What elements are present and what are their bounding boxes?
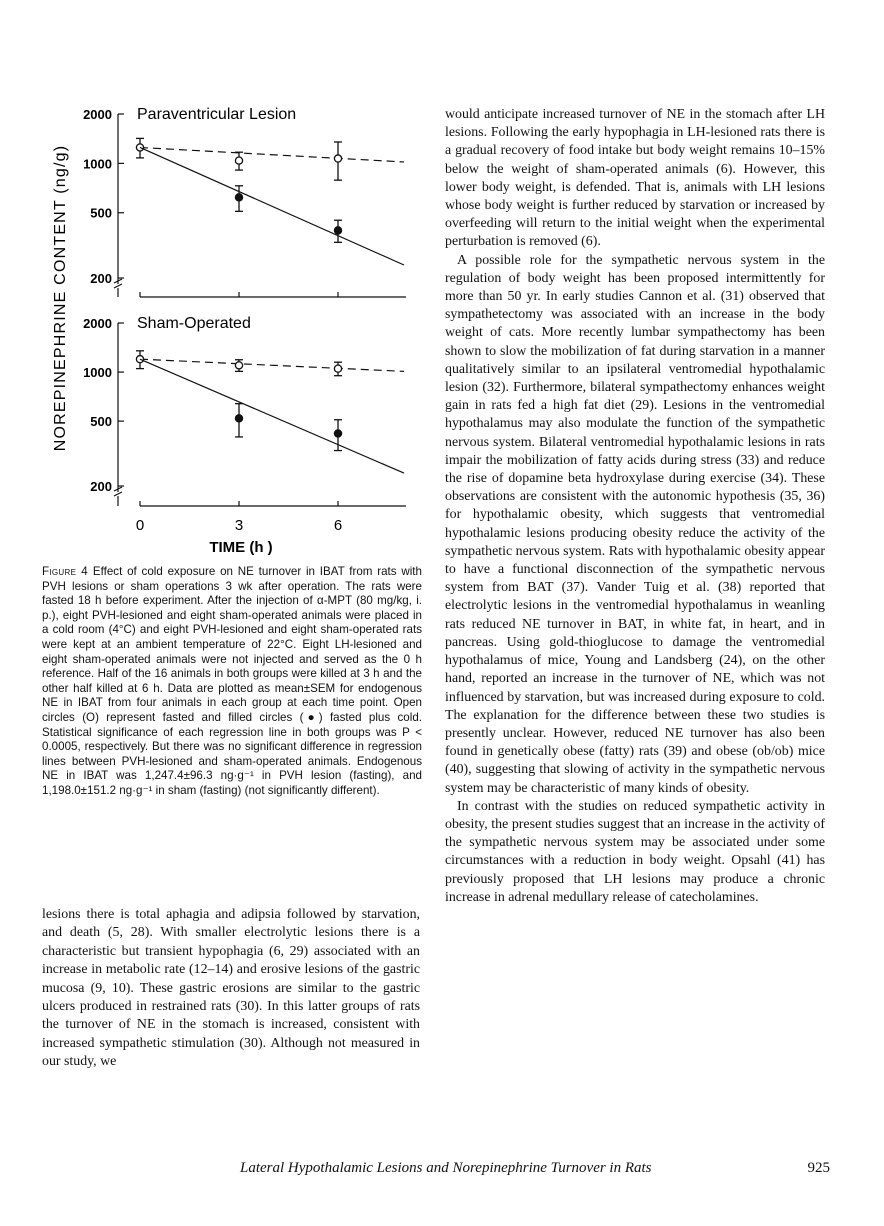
data-point-filled — [334, 227, 341, 234]
page-footer — [240, 1160, 830, 1177]
y-tick-label: 500 — [90, 205, 112, 221]
x-tick-label: 0 — [135, 517, 145, 534]
regression-line-cold — [140, 147, 404, 265]
x-tick-label: 6 — [333, 517, 343, 534]
left-column-body — [42, 906, 420, 1072]
panel-title: Paraventricular Lesion — [137, 106, 297, 123]
y-tick-label: 500 — [90, 414, 112, 430]
paragraph: would anticipate increased turnover of NE in the stomach after LH lesions. Following the early hypophagia in LH-lesioned rats there is a gradual recovery of food intake but body weight remains 10–15% below the weight of sham-operated animals (6). However, this lower body weight, is defended. That is, animals with LH lesions whose body weight is further reduced by starvation or increased by overfeeding will return to the initial weight when the experimental perturbation is removed (6). — [445, 107, 825, 250]
panel-title: Sham-Operated — [137, 315, 251, 332]
x-axis-label: TIME (h ) — [209, 539, 273, 556]
figure-caption-text: Effect of cold exposure on NE turnover in IBAT from rats with PVH lesions or sham operations 3 wk after operation. The rats were fasted 18 h before experiment. After the injection of α-MPT (80 mg/kg, i. p.), eight PVH-lesioned and eight sham-operated animals were placed in a cold room (4°C) and eight PVH-lesioned and eight sham-operated rats were kept at an ambient temperature of 22°C. Eight LH-lesioned and eight sham-operated animals were not injected and served as the 0 h reference. Half of the 16 animals in both groups were killed at 3 h and the other half killed at 6 h. Data are plotted as mean±SEM for endogenous NE in IBAT from four animals in each group at each time point. Open circles (O) represent fasted and filled circles (●) fasted plus cold. Statistical significance of each regression line in both groups was P < 0.0005, respectively. But there was no significant difference in regression lines between PVH-lesioned and sham-operated animals. Endogenous NE in IBAT was 1,247.4±96.3 ng·g⁻¹ in PVH lesion (fasting), and 1,198.0±151.2 ng·g⁻¹ in sham (fasting) (not significantly different). — [42, 565, 422, 797]
data-point-open — [235, 157, 242, 164]
page-number: 925 — [807, 1160, 830, 1176]
figure-caption — [42, 565, 422, 799]
data-point-open — [235, 362, 242, 369]
y-tick-label: 200 — [90, 479, 112, 494]
regression-line-fasted — [140, 359, 404, 371]
figure-4-chart — [40, 98, 420, 560]
y-axis-label: NOREPINEPHRINE CONTENT (ng/g) — [52, 144, 69, 452]
y-tick-label: 1000 — [83, 156, 112, 172]
paragraph: lesions there is total aphagia and adipsia followed by starvation, and death (5, 28). With smaller electrolytic lesions there is a characteristic but transient hypophagia (6, 29) associated with an increase in metabolic rate (12–14) and erosive lesions of the gastric mucosa (9, 10). These gastric erosions are similar to the gastric ulcers produced in restrained rats (30). In this latter groups of rats the turnover of NE in the stomach is increased, consistent with increased sympathetic stimulation (30). Although not measured in our study, we — [42, 907, 420, 1070]
paragraph: In contrast with the studies on reduced sympathetic activity in obesity, the present studies suggest that an increase in the activity of the sympathetic nervous system may be associated under some circumstances with a reduction in body weight. Opsahl (41) has previously proposed that LH lesions may produce a chronic increase in adrenal medullary release of catecholamines. — [445, 798, 825, 905]
data-point-filled — [235, 415, 242, 422]
paragraph: A possible role for the sympathetic nervous system in the regulation of body weight has been proposed intermittently for more than 50 yr. In early studies Cannon et al. (31) observed that sympathetectomy was associated with an increase in the body weight of cats. More recently lumbar sympathectomy has been shown to slow the mobilization of fat during starvation in a manner qualitatively similar to an ipsilateral ventromedial hypothalamic lesion (32). Furthermore, bilateral sympathectomy enhances weight gain in rats fed a high fat diet (29). Lesions in the ventromedial hypothalamus may also modulate the function of the sympathetic nervous system. Bilateral ventromedial hypothalamic lesions in rats impair the mobilization of fatty acids during stress (33) and reduce the rise of dopamine beta hydroxylase during exercise (34). These observations are consistent with the autonomic hypothesis (35, 36) for hypothalamic obesity, which suggests that ventromedial hypothalamic lesions producing obesity reduce the activity of the sympathetic nervous system. Rats with hypothalamic obesity appear to have a functional disconnection of the sympathetic nervous system from BAT (37). Vander Tuig et al. (38) reported that electrolytic lesions in the ventromedial hypothalamus in weanling rats reduced NE turnover in BAT, in white fat, in heart, and in pancreas. Using gold-thioglucose to damage the ventromedial hypothalamus of mice, Young and Landsberg (24), on the other hand, reported an increase in the turnover of NE, which was not influenced by starvation, but was increased during exposure to cold. The explanation for the difference between these two studies is presently unclear. However, reduced NE turnover has also been found in genetically obese (fatty) rats (39) and obese (ob/ob) mice (40), suggesting that slowing of activity in the sympathetic nervous system may be characteristic of many kinds of obesity. — [445, 252, 825, 796]
regression-line-cold — [140, 359, 404, 473]
regression-line-fasted — [140, 147, 404, 161]
data-point-open — [334, 365, 341, 372]
data-point-filled — [334, 430, 341, 437]
y-tick-label: 2000 — [83, 107, 112, 122]
running-title: Lateral Hypothalamic Lesions and Norepinephrine Turnover in Rats — [240, 1160, 652, 1176]
y-tick-label: 200 — [90, 271, 112, 286]
y-tick-label: 2000 — [83, 316, 112, 331]
data-point-open — [334, 155, 341, 162]
right-column-body — [445, 106, 825, 907]
data-point-filled — [235, 194, 242, 201]
figure-label: Figure 4 — [42, 565, 89, 578]
y-tick-label: 1000 — [83, 365, 112, 381]
x-tick-label: 3 — [234, 517, 244, 534]
